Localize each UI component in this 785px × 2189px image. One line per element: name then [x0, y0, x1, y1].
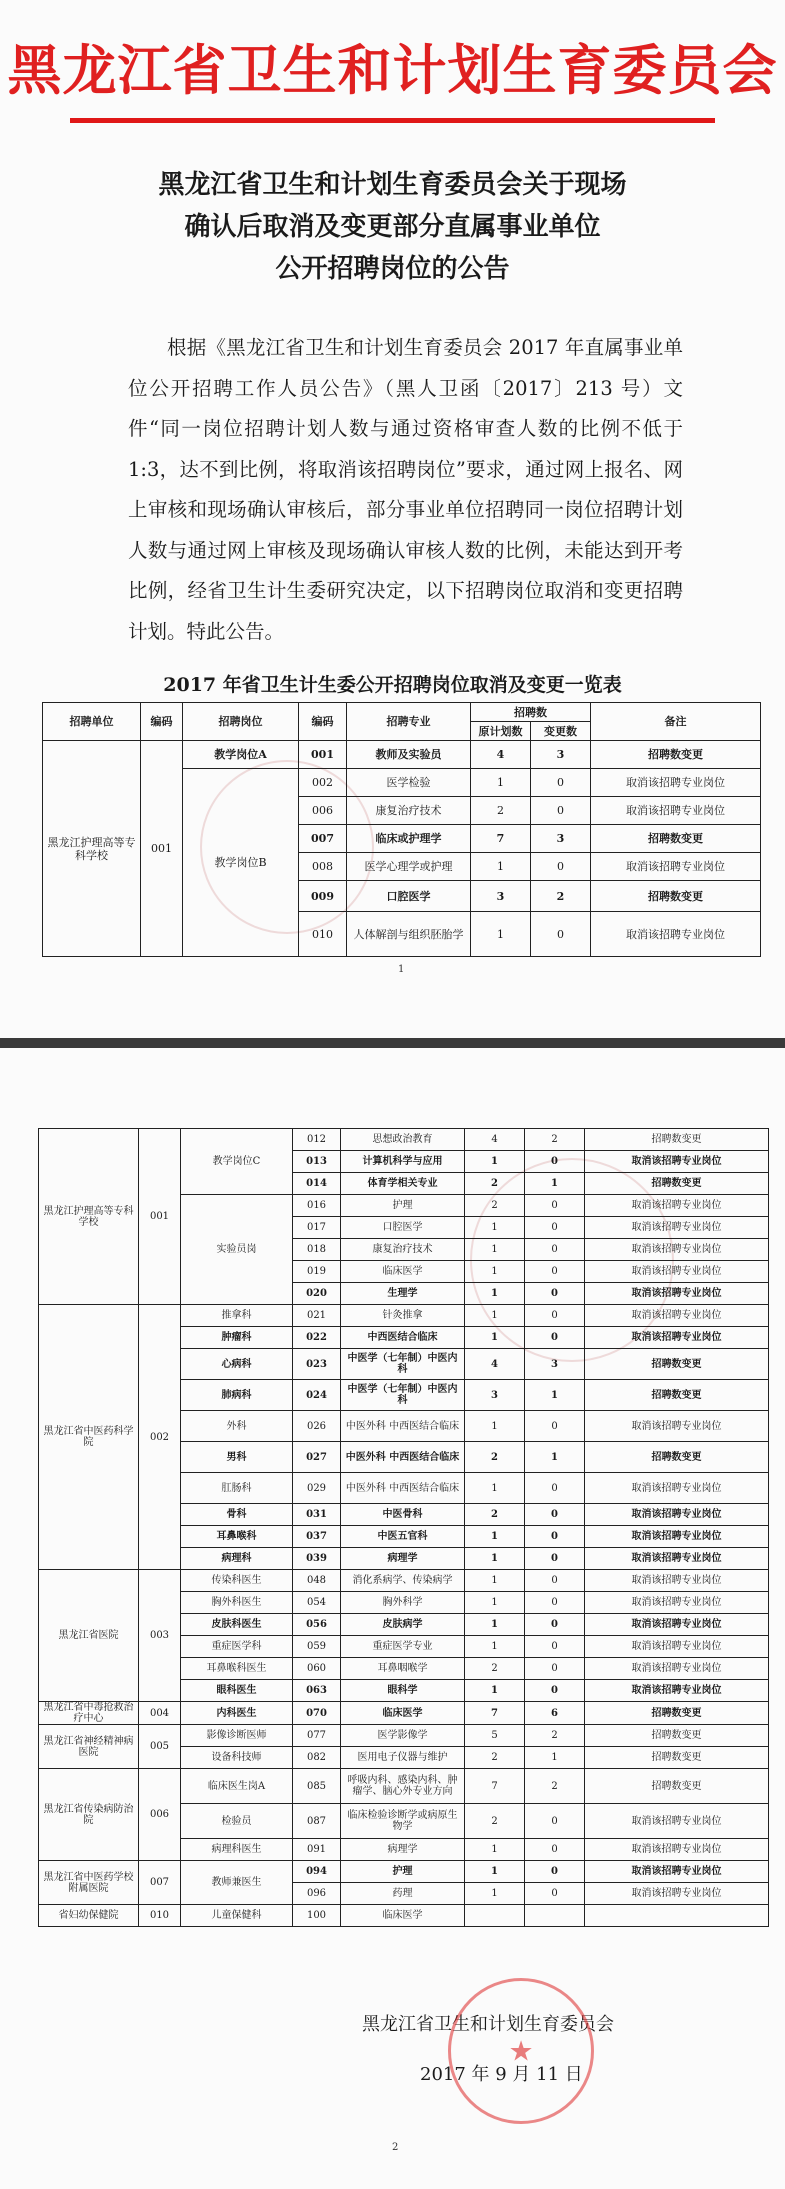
- post-cell: 教师兼医生: [181, 1861, 293, 1905]
- major-cell: 教师及实验员: [347, 741, 471, 769]
- orig-cell: 1: [465, 1680, 525, 1702]
- post-cell: 设备科技师: [181, 1747, 293, 1769]
- major-cell: 呼吸内科、感染内科、肿瘤学、脑心外专业方向: [341, 1769, 465, 1804]
- major-cell: 临床医学: [341, 1702, 465, 1725]
- code-cell: 001: [299, 741, 347, 769]
- changed-cell: 3: [525, 1349, 585, 1380]
- changes-table-page-2: [38, 1128, 769, 1927]
- code-cell: 020: [293, 1283, 341, 1305]
- post-cell: 病理科: [181, 1548, 293, 1570]
- note-cell: 招聘数变更: [585, 1442, 769, 1473]
- orig-cell: 1: [471, 912, 531, 957]
- changed-cell: 2: [525, 1129, 585, 1151]
- note-cell: 取消该招聘专业岗位: [585, 1526, 769, 1548]
- note-cell: 取消该招聘专业岗位: [585, 1804, 769, 1839]
- major-cell: 消化系病学、传染病学: [341, 1570, 465, 1592]
- orig-cell: 1: [465, 1548, 525, 1570]
- note-cell: 取消该招聘专业岗位: [585, 1473, 769, 1504]
- note-cell: 取消该招聘专业岗位: [585, 1570, 769, 1592]
- note-cell: 取消该招聘专业岗位: [585, 1217, 769, 1239]
- table-row: [39, 1861, 769, 1883]
- unit-cell: 黑龙江省神经精神病医院: [39, 1725, 139, 1769]
- orig-cell: 2: [465, 1804, 525, 1839]
- major-cell: 中医外科 中西医结合临床: [341, 1411, 465, 1442]
- changed-cell: 0: [525, 1658, 585, 1680]
- code-cell: 029: [293, 1473, 341, 1504]
- unit-code-cell: 010: [139, 1905, 181, 1927]
- code-cell: 023: [293, 1349, 341, 1380]
- unit-cell: 黑龙江护理高等专科学校: [43, 741, 141, 957]
- note-cell: 取消该招聘专业岗位: [585, 1305, 769, 1327]
- note-cell: 取消该招聘专业岗位: [585, 1261, 769, 1283]
- major-cell: 康复治疗技术: [347, 797, 471, 825]
- code-cell: 087: [293, 1804, 341, 1839]
- note-cell: 招聘数变更: [585, 1349, 769, 1380]
- note-cell: 取消该招聘专业岗位: [585, 1614, 769, 1636]
- note-cell: 招聘数变更: [591, 825, 761, 853]
- title-line-1: 黑龙江省卫生和计划生育委员会关于现场: [158, 170, 627, 200]
- orig-cell: 1: [465, 1411, 525, 1442]
- code-cell: 100: [293, 1905, 341, 1927]
- code-cell: 014: [293, 1173, 341, 1195]
- changed-cell: 0: [525, 1614, 585, 1636]
- major-cell: 护理: [341, 1195, 465, 1217]
- post-cell: 儿童保健科: [181, 1905, 293, 1927]
- code-cell: 024: [293, 1380, 341, 1411]
- orig-cell: 2: [465, 1442, 525, 1473]
- orig-cell: 4: [465, 1129, 525, 1151]
- note-cell: 取消该招聘专业岗位: [585, 1658, 769, 1680]
- major-cell: 中西医结合临床: [341, 1327, 465, 1349]
- unit-code-cell: 006: [139, 1769, 181, 1861]
- orig-cell: 1: [465, 1861, 525, 1883]
- note-cell: 招聘数变更: [585, 1173, 769, 1195]
- post-cell: 肿瘤科: [181, 1327, 293, 1349]
- note-cell: 招聘数变更: [585, 1702, 769, 1725]
- post-cell: 骨科: [181, 1504, 293, 1526]
- code-cell: 008: [299, 853, 347, 881]
- changed-cell: 0: [525, 1592, 585, 1614]
- post-cell: 耳鼻喉科: [181, 1526, 293, 1548]
- note-cell: 取消该招聘专业岗位: [585, 1195, 769, 1217]
- header-post-code: 编码: [299, 703, 347, 741]
- orig-cell: [465, 1905, 525, 1927]
- changed-cell: 0: [525, 1839, 585, 1861]
- table-row: [39, 1769, 769, 1804]
- major-cell: 医学影像学: [341, 1725, 465, 1747]
- unit-code-cell: 004: [139, 1702, 181, 1725]
- code-cell: 010: [299, 912, 347, 957]
- major-cell: 临床或护理学: [347, 825, 471, 853]
- orig-cell: 1: [465, 1570, 525, 1592]
- changed-cell: 6: [525, 1702, 585, 1725]
- major-cell: 皮肤病学: [341, 1614, 465, 1636]
- changed-cell: 0: [525, 1217, 585, 1239]
- note-cell: 取消该招聘专业岗位: [585, 1239, 769, 1261]
- header-changed: 变更数: [531, 722, 591, 741]
- note-cell: 取消该招聘专业岗位: [591, 797, 761, 825]
- orig-cell: 7: [465, 1769, 525, 1804]
- orig-cell: 1: [465, 1217, 525, 1239]
- code-cell: 085: [293, 1769, 341, 1804]
- post-cell: 检验员: [181, 1804, 293, 1839]
- orig-cell: 1: [465, 1839, 525, 1861]
- table-row: [39, 1702, 769, 1725]
- changed-cell: 1: [525, 1442, 585, 1473]
- major-cell: 中医学（七年制）中医内科: [341, 1380, 465, 1411]
- note-cell: 取消该招聘专业岗位: [585, 1327, 769, 1349]
- code-cell: 082: [293, 1747, 341, 1769]
- orig-cell: 1: [465, 1636, 525, 1658]
- header-post: 招聘岗位: [183, 703, 299, 741]
- major-cell: 胸外科学: [341, 1592, 465, 1614]
- major-cell: 口腔医学: [341, 1217, 465, 1239]
- announcement-paragraph: 根据《黑龙江省卫生和计划生育委员会 2017 年直属事业单位公开招聘工作人员公告》（黑人卫函〔2017〕213 号）文件“同一岗位招聘计划人数与通过资格审查人数的比例不低于 1:3，达不到比例，将取消该招聘岗位”要求，通过网上报名、网上审核和现场确认审核后，部分事业单位招聘同一岗位招聘计划人数与通过网上审核及现场确认审核人数的比例，未能达到开考比例，经省卫生计生委研究决定，以下招聘岗位取消和变更招聘计划。特此公告。: [128, 336, 683, 643]
- changed-cell: 0: [531, 797, 591, 825]
- changed-cell: 3: [531, 825, 591, 853]
- table-row: [39, 1570, 769, 1592]
- major-cell: 药理: [341, 1883, 465, 1905]
- changed-cell: 0: [525, 1804, 585, 1839]
- changed-cell: 0: [525, 1261, 585, 1283]
- code-cell: 012: [293, 1129, 341, 1151]
- major-cell: 耳鼻咽喉学: [341, 1658, 465, 1680]
- table-row: [39, 1725, 769, 1747]
- major-cell: 医学检验: [347, 769, 471, 797]
- code-cell: 009: [299, 881, 347, 912]
- changed-cell: 1: [525, 1380, 585, 1411]
- code-cell: 091: [293, 1839, 341, 1861]
- note-cell: 取消该招聘专业岗位: [585, 1883, 769, 1905]
- signature-date: 2017 年 9 月 11 日: [420, 2064, 583, 2085]
- orig-cell: 4: [465, 1349, 525, 1380]
- unit-cell: 省妇幼保健院: [39, 1905, 139, 1927]
- code-cell: 070: [293, 1702, 341, 1725]
- note-cell: 取消该招聘专业岗位: [585, 1504, 769, 1526]
- orig-cell: 3: [465, 1380, 525, 1411]
- changed-cell: 0: [525, 1680, 585, 1702]
- unit-code-cell: 001: [141, 741, 183, 957]
- table-title: 2017 年省卫生计生委公开招聘岗位取消及变更一览表: [163, 674, 622, 696]
- code-cell: 017: [293, 1217, 341, 1239]
- changed-cell: 0: [525, 1473, 585, 1504]
- unit-code-cell: 005: [139, 1725, 181, 1769]
- major-cell: 康复治疗技术: [341, 1239, 465, 1261]
- official-seal: [448, 1978, 594, 2124]
- post-cell: 皮肤科医生: [181, 1614, 293, 1636]
- changed-cell: 0: [531, 769, 591, 797]
- note-cell: 取消该招聘专业岗位: [591, 912, 761, 957]
- unit-cell: 黑龙江省传染病防治院: [39, 1769, 139, 1861]
- page-number: 2: [392, 2142, 399, 2153]
- code-cell: 022: [293, 1327, 341, 1349]
- changed-cell: 0: [525, 1411, 585, 1442]
- code-cell: 021: [293, 1305, 341, 1327]
- note-cell: 招聘数变更: [591, 881, 761, 912]
- note-cell: 取消该招聘专业岗位: [585, 1151, 769, 1173]
- code-cell: 027: [293, 1442, 341, 1473]
- unit-cell: 黑龙江护理高等专科学校: [39, 1129, 139, 1305]
- major-cell: 中医学（七年制）中医内科: [341, 1349, 465, 1380]
- post-cell: 影像诊断医师: [181, 1725, 293, 1747]
- code-cell: 026: [293, 1411, 341, 1442]
- changed-cell: 0: [525, 1636, 585, 1658]
- post-cell: 推拿科: [181, 1305, 293, 1327]
- major-cell: 病理学: [341, 1548, 465, 1570]
- changed-cell: 0: [525, 1239, 585, 1261]
- post-cell: 肛肠科: [181, 1473, 293, 1504]
- table-row: [39, 1129, 769, 1151]
- changed-cell: 2: [531, 881, 591, 912]
- seal-star-icon: ★: [508, 2034, 534, 2068]
- post-cell: 内科医生: [181, 1702, 293, 1725]
- orig-cell: 1: [465, 1883, 525, 1905]
- orig-cell: 4: [471, 741, 531, 769]
- major-cell: 生理学: [341, 1283, 465, 1305]
- major-cell: 针灸推拿: [341, 1305, 465, 1327]
- note-cell: 取消该招聘专业岗位: [585, 1411, 769, 1442]
- code-cell: 007: [299, 825, 347, 853]
- code-cell: 094: [293, 1861, 341, 1883]
- code-cell: 018: [293, 1239, 341, 1261]
- post-cell: 眼科医生: [181, 1680, 293, 1702]
- signature-org: 黑龙江省卫生和计划生育委员会: [362, 2014, 614, 2035]
- note-cell: 招聘数变更: [591, 741, 761, 769]
- code-cell: 006: [299, 797, 347, 825]
- note-cell: 招聘数变更: [585, 1747, 769, 1769]
- header-major: 招聘专业: [347, 703, 471, 741]
- major-cell: 人体解剖与组织胚胎学: [347, 912, 471, 957]
- orig-cell: 7: [465, 1702, 525, 1725]
- unit-code-cell: 002: [139, 1305, 181, 1570]
- changed-cell: 0: [531, 912, 591, 957]
- post-cell: 男科: [181, 1442, 293, 1473]
- orig-cell: 1: [465, 1239, 525, 1261]
- post-cell: 教学岗位B: [183, 769, 299, 957]
- table-row: [39, 1305, 769, 1327]
- code-cell: 063: [293, 1680, 341, 1702]
- orig-cell: 1: [465, 1526, 525, 1548]
- changed-cell: 0: [525, 1570, 585, 1592]
- orig-cell: 1: [465, 1592, 525, 1614]
- changed-cell: 1: [525, 1747, 585, 1769]
- post-cell: 耳鼻喉科医生: [181, 1658, 293, 1680]
- major-cell: 口腔医学: [347, 881, 471, 912]
- changed-cell: 0: [525, 1195, 585, 1217]
- post-cell: 肺病科: [181, 1380, 293, 1411]
- table-row: [43, 741, 761, 769]
- orig-cell: 3: [471, 881, 531, 912]
- letterhead-rule: [70, 118, 715, 123]
- header-unit: 招聘单位: [43, 703, 141, 741]
- header-note: 备注: [591, 703, 761, 741]
- changed-cell: [525, 1905, 585, 1927]
- code-cell: 096: [293, 1883, 341, 1905]
- changed-cell: 3: [531, 741, 591, 769]
- code-cell: 039: [293, 1548, 341, 1570]
- major-cell: 病理学: [341, 1839, 465, 1861]
- note-cell: 取消该招聘专业岗位: [585, 1861, 769, 1883]
- orig-cell: 2: [465, 1504, 525, 1526]
- changed-cell: 0: [525, 1305, 585, 1327]
- changed-cell: 0: [531, 853, 591, 881]
- changed-cell: 0: [525, 1548, 585, 1570]
- code-cell: 054: [293, 1592, 341, 1614]
- orig-cell: 5: [465, 1725, 525, 1747]
- code-cell: 002: [299, 769, 347, 797]
- changed-cell: 0: [525, 1526, 585, 1548]
- major-cell: 眼科学: [341, 1680, 465, 1702]
- post-cell: 教学岗位C: [181, 1129, 293, 1195]
- changed-cell: 0: [525, 1283, 585, 1305]
- orig-cell: 2: [465, 1195, 525, 1217]
- title-line-3: 公开招聘岗位的公告: [275, 254, 510, 284]
- note-cell: 取消该招聘专业岗位: [585, 1636, 769, 1658]
- post-cell: 实验员岗: [181, 1195, 293, 1305]
- orig-cell: 1: [465, 1283, 525, 1305]
- note-cell: 取消该招聘专业岗位: [585, 1680, 769, 1702]
- post-cell: 外科: [181, 1411, 293, 1442]
- unit-cell: 黑龙江省中医药学校附属医院: [39, 1861, 139, 1905]
- orig-cell: 1: [471, 853, 531, 881]
- changed-cell: 1: [525, 1173, 585, 1195]
- orig-cell: 2: [465, 1747, 525, 1769]
- post-cell: 病理科医生: [181, 1839, 293, 1861]
- note-cell: 招聘数变更: [585, 1769, 769, 1804]
- major-cell: 临床检验诊断学或病原生物学: [341, 1804, 465, 1839]
- code-cell: 037: [293, 1526, 341, 1548]
- note-cell: 取消该招聘专业岗位: [585, 1548, 769, 1570]
- post-cell: 胸外科医生: [181, 1592, 293, 1614]
- table-row: [39, 1905, 769, 1927]
- page-number: 1: [398, 964, 405, 975]
- title-line-2: 确认后取消及变更部分直属事业单位: [184, 212, 601, 242]
- major-cell: 中医骨科: [341, 1504, 465, 1526]
- code-cell: 016: [293, 1195, 341, 1217]
- note-cell: 招聘数变更: [585, 1129, 769, 1151]
- orig-cell: 1: [471, 769, 531, 797]
- major-cell: 医学心理学或护理: [347, 853, 471, 881]
- orig-cell: 2: [465, 1173, 525, 1195]
- note-cell: 取消该招聘专业岗位: [591, 769, 761, 797]
- orig-cell: 1: [465, 1614, 525, 1636]
- unit-code-cell: 001: [139, 1129, 181, 1305]
- post-cell: 教学岗位A: [183, 741, 299, 769]
- changes-table-page-1: [42, 702, 761, 957]
- post-cell: 重症医学科: [181, 1636, 293, 1658]
- major-cell: 体育学相关专业: [341, 1173, 465, 1195]
- major-cell: 临床医学: [341, 1261, 465, 1283]
- major-cell: 思想政治教育: [341, 1129, 465, 1151]
- orig-cell: 7: [471, 825, 531, 853]
- note-cell: 招聘数变更: [585, 1380, 769, 1411]
- orig-cell: 2: [471, 797, 531, 825]
- note-cell: 取消该招聘专业岗位: [585, 1283, 769, 1305]
- major-cell: 医用电子仪器与维护: [341, 1747, 465, 1769]
- code-cell: 056: [293, 1614, 341, 1636]
- major-cell: 中医外科 中西医结合临床: [341, 1442, 465, 1473]
- code-cell: 077: [293, 1725, 341, 1747]
- letterhead: 黑龙江省卫生和计划生育委员会: [7, 38, 778, 102]
- changed-cell: 0: [525, 1327, 585, 1349]
- note-cell: 取消该招聘专业岗位: [591, 853, 761, 881]
- major-cell: 中医五官科: [341, 1526, 465, 1548]
- unit-cell: 黑龙江省医院: [39, 1570, 139, 1702]
- unit-code-cell: 003: [139, 1570, 181, 1702]
- code-cell: 013: [293, 1151, 341, 1173]
- major-cell: 计算机科学与应用: [341, 1151, 465, 1173]
- note-cell: 取消该招聘专业岗位: [585, 1839, 769, 1861]
- orig-cell: 1: [465, 1327, 525, 1349]
- note-cell: 招聘数变更: [585, 1725, 769, 1747]
- changed-cell: 0: [525, 1861, 585, 1883]
- header-count: 招聘数: [471, 703, 591, 722]
- note-cell: [585, 1905, 769, 1927]
- code-cell: 059: [293, 1636, 341, 1658]
- orig-cell: 1: [465, 1261, 525, 1283]
- code-cell: 019: [293, 1261, 341, 1283]
- major-cell: 临床医学: [341, 1905, 465, 1927]
- post-cell: 临床医生岗A: [181, 1769, 293, 1804]
- changed-cell: 0: [525, 1883, 585, 1905]
- post-cell: 传染科医生: [181, 1570, 293, 1592]
- code-cell: 048: [293, 1570, 341, 1592]
- document-title: [0, 164, 785, 290]
- unit-cell: 黑龙江省中医药科学院: [39, 1305, 139, 1570]
- major-cell: 护理: [341, 1861, 465, 1883]
- changed-cell: 2: [525, 1769, 585, 1804]
- changed-cell: 0: [525, 1151, 585, 1173]
- orig-cell: 1: [465, 1305, 525, 1327]
- code-cell: 060: [293, 1658, 341, 1680]
- major-cell: 中医外科 中西医结合临床: [341, 1473, 465, 1504]
- post-cell: 心病科: [181, 1349, 293, 1380]
- unit-code-cell: 007: [139, 1861, 181, 1905]
- changed-cell: 2: [525, 1725, 585, 1747]
- orig-cell: 1: [465, 1151, 525, 1173]
- header-orig: 原计划数: [471, 722, 531, 741]
- major-cell: 重症医学专业: [341, 1636, 465, 1658]
- note-cell: 取消该招聘专业岗位: [585, 1592, 769, 1614]
- changed-cell: 0: [525, 1504, 585, 1526]
- document-page-1: [0, 0, 785, 1038]
- orig-cell: 2: [465, 1658, 525, 1680]
- header-unit-code: 编码: [141, 703, 183, 741]
- code-cell: 031: [293, 1504, 341, 1526]
- orig-cell: 1: [465, 1473, 525, 1504]
- unit-cell: 黑龙江省中毒抢救治疗中心: [39, 1702, 139, 1725]
